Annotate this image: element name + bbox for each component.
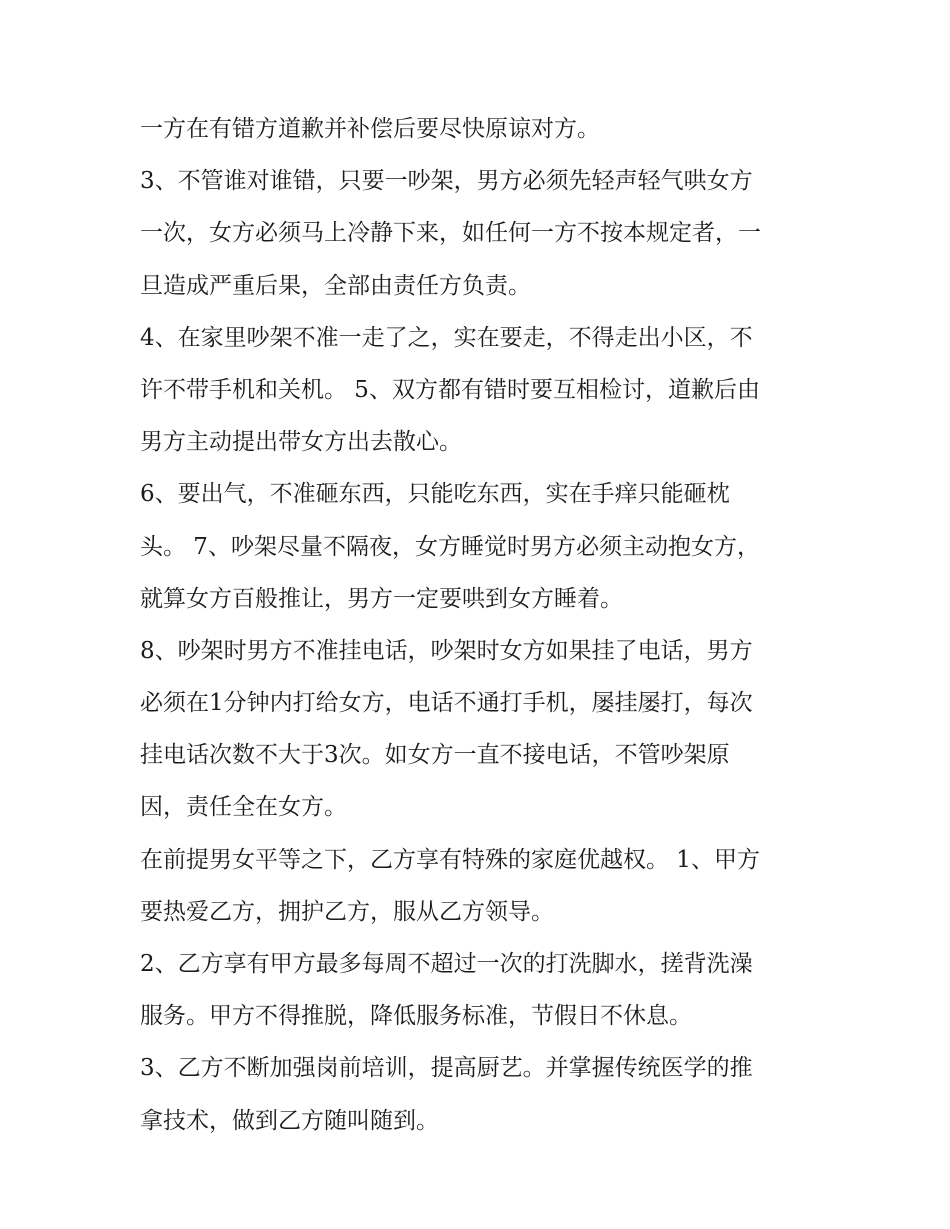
document-body xyxy=(140,103,820,1147)
text-line: 挂电话次数不大于3次。如女方一直不接电话，不管吵架原 xyxy=(140,742,730,769)
text-line: 一方在有错方道歉并补偿后要尽快原谅对方。 xyxy=(140,116,600,142)
text-line: 一次，女方必须马上冷静下来，如任何一方不按本规定者，一 xyxy=(140,220,761,247)
text-line: 4、在家里吵架不准一走了之，实在要走，不得走出小区，不 xyxy=(140,324,753,351)
text-line: 就算女方百般推让，男方一定要哄到女方睡着。 xyxy=(140,585,623,612)
text-line: 在前提男女平等之下，乙方享有特殊的家庭优越权。 1、甲方 xyxy=(140,846,760,873)
text-line: 必须在1分钟内打给女方，电话不通打手机，屡挂屡打，每次 xyxy=(140,690,753,717)
text-line: 旦造成严重后果，全部由责任方负责。 xyxy=(140,272,531,299)
text-line: 3、不管谁对谁错，只要一吵架，男方必须先轻声轻气哄女方 xyxy=(140,168,753,195)
text-line: 拿技术，做到乙方随叫随到。 xyxy=(140,1107,439,1134)
text-line: 服务。甲方不得推脱，降低服务标准，节假日不休息。 xyxy=(140,1003,692,1030)
text-line: 要热爱乙方，拥护乙方，服从乙方领导。 xyxy=(140,898,554,925)
text-line: 3、乙方不断加强岗前培训，提高厨艺。并掌握传统医学的推 xyxy=(140,1055,753,1082)
text-line: 男方主动提出带女方出去散心。 xyxy=(140,429,462,456)
text-line: 8、吵架时男方不准挂电话，吵架时女方如果挂了电话，男方 xyxy=(140,637,753,664)
text-line: 因，责任全在女方。 xyxy=(140,794,347,821)
text-line: 许不带手机和关机。 5、双方都有错时要互相检讨，道歉后由 xyxy=(140,376,760,403)
text-line: 头。 7、吵架尽量不隔夜，女方睡觉时男方必须主动抱女方， xyxy=(140,533,760,560)
text-line: 2、乙方享有甲方最多每周不超过一次的打洗脚水，搓背洗澡 xyxy=(140,951,753,977)
text-line: 6、要出气，不准砸东西，只能吃东西，实在手痒只能砸枕 xyxy=(140,481,730,508)
